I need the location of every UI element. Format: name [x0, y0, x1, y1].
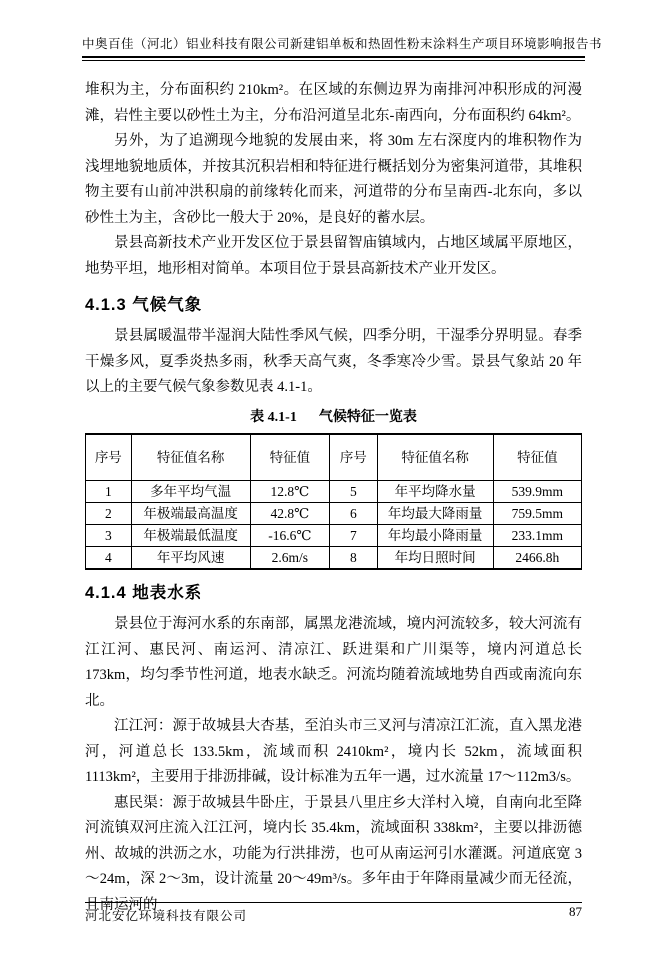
table-header-row: [86, 434, 582, 481]
cell: 6: [330, 503, 378, 525]
cell: -16.6℃: [250, 525, 329, 547]
col-header-name: 特征值名称: [377, 434, 493, 481]
cell: 759.5mm: [493, 503, 581, 525]
paragraph-geomorphology: 另外，为了追溯现今地貌的发展由来，将 30m 左右深度内的堆积物作为浅埋地貌地质体，并按其沉积岩相和特征进行概括划分为密集河道带，其堆积物主要有山前冲洪积扇的前缘转化而来，河道带的分布呈南西-北东向，多以砂性土为主，含砂比一般大于 20%，是良好的蓄水层。: [85, 133, 582, 226]
cell: 年极端最低温度: [131, 525, 250, 547]
cell: 年均日照时间: [377, 547, 493, 570]
cell: 42.8℃: [250, 503, 329, 525]
cell: 多年平均气温: [131, 481, 250, 503]
header-double-rule: [82, 56, 585, 61]
cell: 5: [330, 481, 378, 503]
paragraph-climate: 景县属暖温带半湿润大陆性季风气候，四季分明，干湿季分界明显。春季干燥多风，夏季炎热多雨，秋季天高气爽，冬季寒冷少雪。景县气象站 20 年以上的主要气候气象参数见表 4.1-1。: [85, 328, 582, 395]
table-caption-title: 气候特征一览表: [318, 409, 417, 425]
paragraph-jiangjiang-river: 江江河：源于故城县大杏基，至泊头市三叉河与清凉江汇流，直入黑龙港河，河道总长 133.5km，流域而积 2410km²，境内长 52km，流域面积 1113km²，主要用于排沥排碱，设计标准为五年一遇，过水流量 17～112m3/s。: [85, 718, 582, 785]
paragraph-devzone: 景县高新技术产业开发区位于景县留智庙镇域内，占地区域属平原地区，地势平坦，地形相对简单。本项目位于景县高新技术产业开发区。: [85, 235, 582, 277]
section-heading-4-1-4: 4.1.4 地表水系: [85, 584, 203, 602]
section-heading-4-1-3: 4.1.3 气候气象: [85, 296, 203, 314]
cell: 年平均降水量: [377, 481, 493, 503]
page-header-title: 中奥百佳（河北）铝业科技有限公司新建铝单板和热固性粉末涂料生产项目环境影响报告书: [82, 37, 603, 51]
table-row: [86, 525, 582, 547]
document-page: [0, 34, 665, 957]
col-header-name: 特征值名称: [131, 434, 250, 481]
climate-feature-table: [85, 433, 582, 570]
table-caption-label: 表 4.1-1: [250, 409, 297, 425]
col-header-value: 特征值: [493, 434, 581, 481]
paragraph-continuation: 堆积为主，分布面积约 210km²。在区域的东侧边界为南排河冲积形成的河漫滩，岩性主要以砂性土为主，分布沿河道呈北东-南西向，分布面积约 64km²。: [85, 82, 582, 124]
col-header-value: 特征值: [250, 434, 329, 481]
cell: 2.6m/s: [250, 547, 329, 570]
cell: 2: [86, 503, 132, 525]
cell: 7: [330, 525, 378, 547]
footer-company-name: 河北安亿环境科技有限公司: [85, 909, 248, 923]
paragraph-huimin-canal: 惠民渠：源于故城县牛卧庄，于景县八里庄乡大洋村入境，自南向北至降河流镇双河庄流入江江河，境内长 35.4km，流域面积 338km²，主要以排沥德州、故城的洪沥之水，功能为行洪排涝，也可从南运河引水灌溉。河道底宽 3～24m，深 2～3m，设计流量 20～49m³/s。多年由于年降雨量减少而无径流，且南运河的: [85, 794, 582, 913]
table-caption: [85, 405, 582, 431]
table-row: [86, 481, 582, 503]
document-body: [85, 78, 582, 918]
cell: 4: [86, 547, 132, 570]
col-header-no: 序号: [330, 434, 378, 481]
col-header-no: 序号: [86, 434, 132, 481]
cell: 12.8℃: [250, 481, 329, 503]
cell: 1: [86, 481, 132, 503]
cell: 3: [86, 525, 132, 547]
table-row: [86, 547, 582, 570]
cell: 2466.8h: [493, 547, 581, 570]
page-footer: [85, 902, 582, 924]
table-row: [86, 503, 582, 525]
cell: 年极端最高温度: [131, 503, 250, 525]
cell: 年均最小降雨量: [377, 525, 493, 547]
cell: 233.1mm: [493, 525, 581, 547]
cell: 年平均风速: [131, 547, 250, 570]
paragraph-rivers-overview: 景县位于海河水系的东南部，属黑龙港流域，境内河流较多，较大河流有江江河、惠民河、南运河、清凉江、跃进渠和广川渠等，境内河道总长 173km，均匀季节性河道，地表水缺乏。河流均随着流域地势自西或南流向东北。: [85, 616, 582, 709]
cell: 539.9mm: [493, 481, 581, 503]
page-number: 87: [569, 904, 582, 919]
cell: 年均最大降雨量: [377, 503, 493, 525]
cell: 8: [330, 547, 378, 570]
